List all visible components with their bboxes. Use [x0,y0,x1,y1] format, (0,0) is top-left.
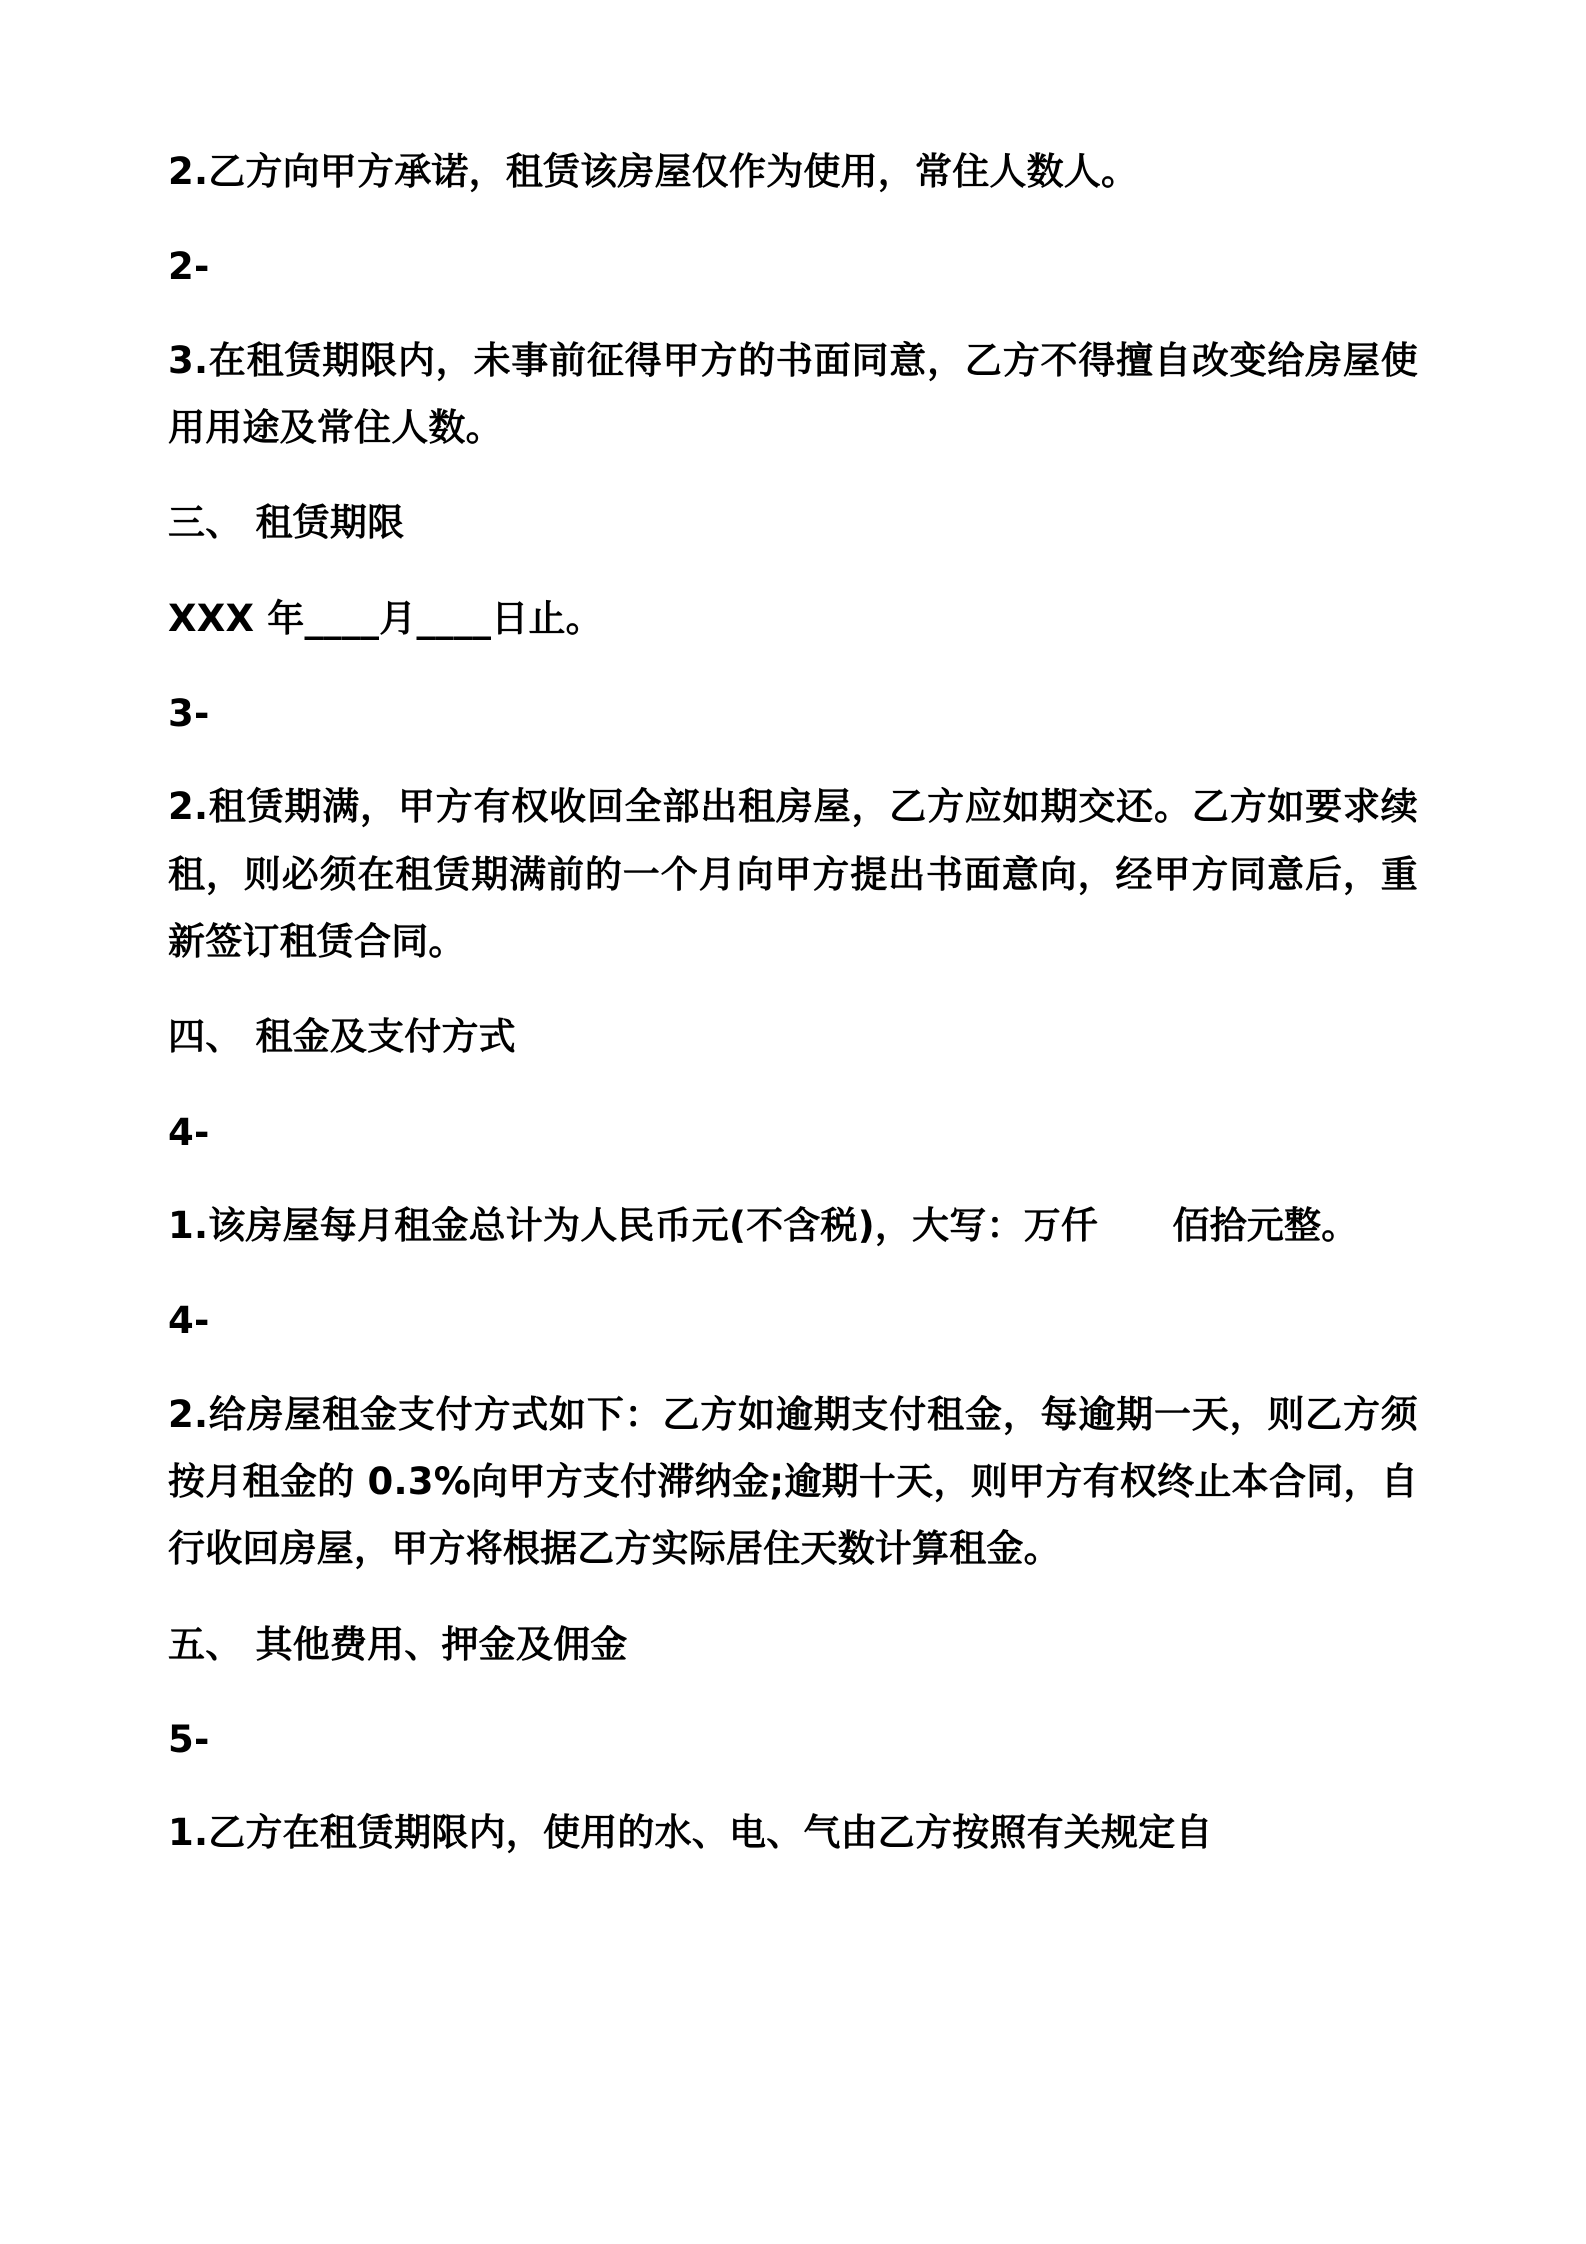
paragraph: 3.在租赁期限内，未事前征得甲方的书面同意，乙方不得擅自改变给房屋使用用途及常住人数。 [168,338,1418,449]
paragraph-marker: 5- [168,1717,210,1761]
paragraph-marker: 4- [168,1299,210,1343]
paragraph: 1.该房屋每月租金总计为人民币元(不含税)，大写：万仟 佰拾元整。 [168,1203,1359,1247]
paragraph: 2.租赁期满，甲方有权收回全部出租房屋，乙方应如期交还。乙方如要求续租，则必须在租赁期满前的一个月向甲方提出书面意向，经甲方同意后，重新签订租赁合同。 [168,785,1418,963]
section-heading: 五、 其他费用、押金及佣金 [168,1622,628,1666]
section-heading: 三、 租赁期限 [168,501,405,545]
paragraph-marker: 4- [168,1110,210,1154]
document-body [168,138,1418,1867]
paragraph-marker: 3- [168,691,210,735]
paragraph: XXX 年____月____日止。 [168,596,603,640]
paragraph: 1.乙方在租赁期限内，使用的水、电、气由乙方按照有关规定自 [168,1811,1213,1855]
paragraph-marker: 2- [168,245,210,289]
section-heading: 四、 租金及支付方式 [168,1015,516,1059]
paragraph: 2.给房屋租金支付方式如下：乙方如逾期支付租金，每逾期一天，则乙方须按月租金的 0.3%向甲方支付滞纳金;逾期十天，则甲方有权终止本合同，自行收回房屋，甲方将根据乙方实际居住天数计算租金。 [168,1392,1418,1571]
paragraph: 2.乙方向甲方承诺，租赁该房屋仅作为使用，常住人数人。 [168,150,1139,193]
